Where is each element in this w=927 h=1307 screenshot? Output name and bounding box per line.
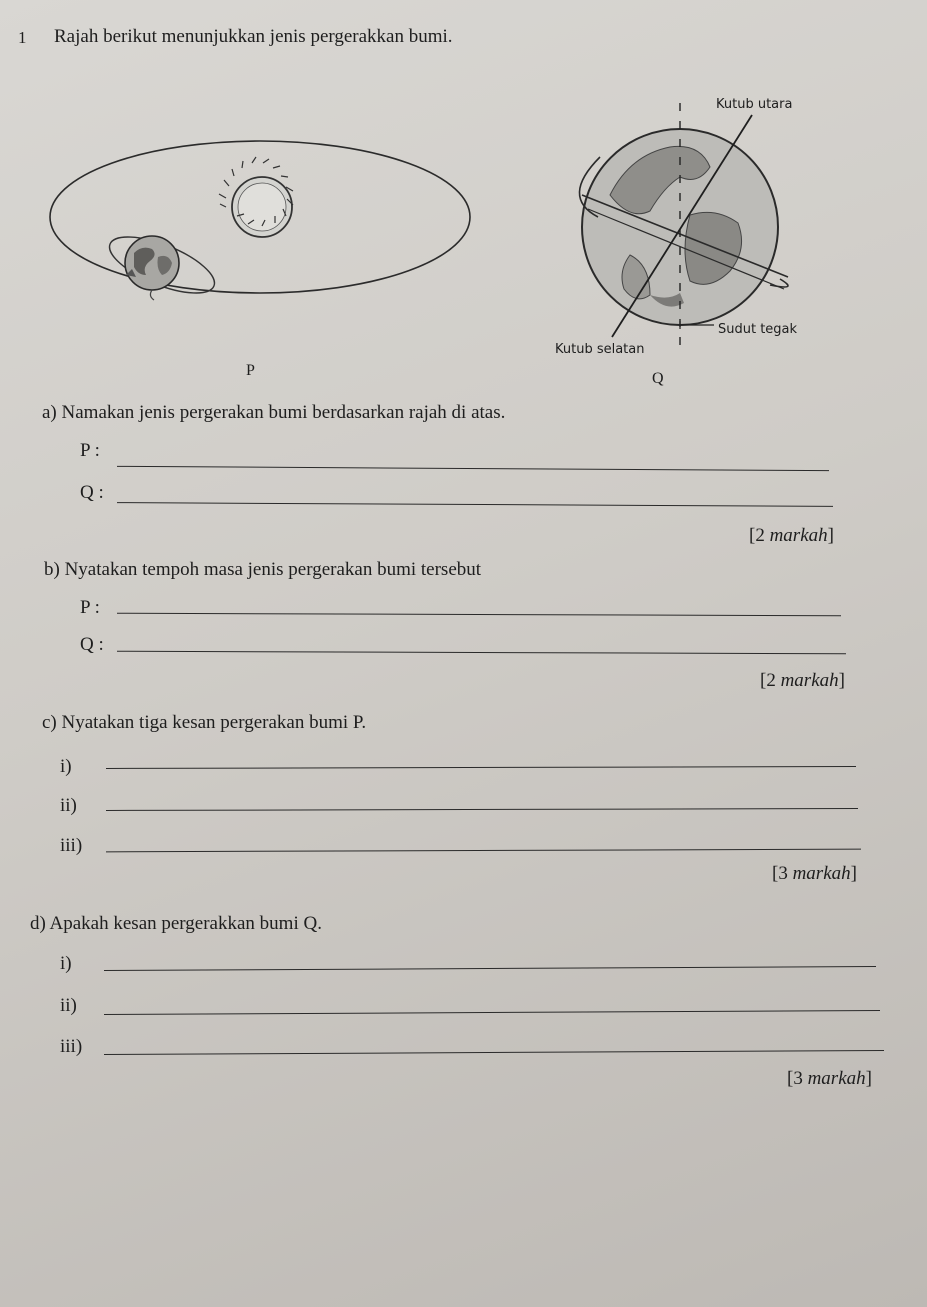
part-d-question: d) Apakah kesan pergerakkan bumi Q. [30,913,322,934]
part-c-marks: [3 markah] [772,863,857,884]
part-b-q-answer-line[interactable] [117,651,846,655]
part-a-p-label: P : [80,440,100,461]
part-c-i-answer-line[interactable] [106,766,856,769]
part-c-ii-label: ii) [60,795,77,816]
part-a-marks: [2 markah] [749,525,834,546]
part-b-p-label: P : [80,597,100,618]
part-a-q-label: Q : [80,482,104,503]
part-c-iii-label: iii) [60,835,83,856]
revolution-diagram [40,125,480,325]
diagram-q-label: Q [652,370,664,387]
vertical-angle-label: Sudut tegak [718,322,798,337]
part-b-question: b) Nyatakan tempoh masa jenis pergerakan bumi tersebut [44,559,482,580]
part-c-iii-answer-line[interactable] [106,849,861,853]
part-a-q-answer-line[interactable] [117,502,833,507]
rotation-diagram [540,85,840,385]
question-title: Rajah berikut menunjukkan jenis pergerakkan bumi. [54,26,453,47]
north-pole-label: Kutub utara [716,97,793,112]
south-pole-label: Kutub selatan [555,342,645,357]
part-d-iii-answer-line[interactable] [104,1050,884,1055]
part-c-question: c) Nyatakan tiga kesan pergerakan bumi P. [42,712,367,733]
part-b-p-answer-line[interactable] [117,613,841,617]
question-number: 1 [18,28,27,47]
diagram-p-label: P [246,362,255,379]
part-d-i-label: i) [60,953,72,974]
part-c-ii-answer-line[interactable] [106,808,858,811]
part-d-ii-label: ii) [60,995,77,1016]
part-d-ii-answer-line[interactable] [104,1010,880,1015]
part-d-i-answer-line[interactable] [104,966,876,971]
earth-icon [103,225,222,304]
sun-icon [219,157,293,237]
part-d-marks: [3 markah] [787,1068,872,1089]
part-a-p-answer-line[interactable] [117,466,829,471]
part-a-question: a) Namakan jenis pergerakan bumi berdasarkan rajah di atas. [42,402,506,423]
part-b-q-label: Q : [80,634,104,655]
part-c-i-label: i) [60,756,72,777]
part-d-iii-label: iii) [60,1036,83,1057]
part-b-marks: [2 markah] [760,670,845,691]
